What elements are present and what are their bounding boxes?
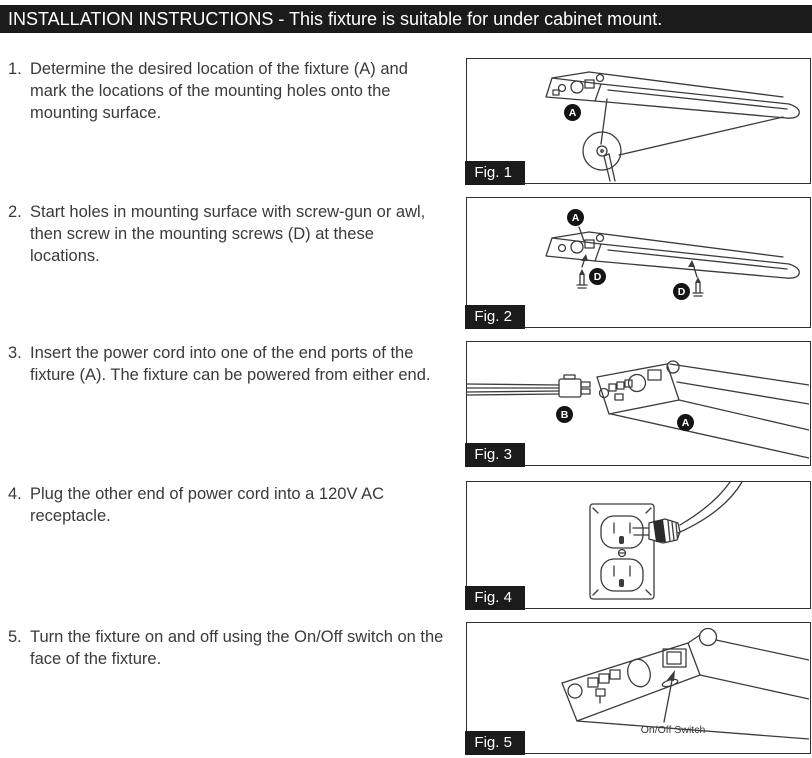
step-5-number: 5.: [8, 628, 22, 646]
step-4-text: Plug the other end of power cord into a 120V AC receptacle.: [30, 485, 385, 525]
step-2-text: Start holes in mounting surface with screw-gun or awl, then screw in the mounting screws (D) at these locations.: [30, 203, 426, 265]
step-3: [8, 342, 460, 386]
figure-5-label: Fig. 5: [465, 731, 525, 755]
callout-d-badge: D: [673, 283, 690, 300]
callout-a-badge: A: [567, 209, 584, 226]
step-4: [8, 483, 460, 527]
onoff-switch-annotation: On/Off Switch: [640, 724, 706, 736]
figure-4-label: Fig. 4: [465, 586, 525, 610]
page-title: INSTALLATION INSTRUCTIONS - This fixture is suitable for under cabinet mount.: [0, 5, 812, 33]
step-2: [8, 201, 460, 267]
step-1: [8, 58, 460, 124]
step-3-number: 3.: [8, 344, 22, 362]
figure-2-label: Fig. 2: [465, 305, 525, 329]
figure-1-label: Fig. 1: [465, 161, 525, 185]
step-2-number: 2.: [8, 203, 22, 221]
callout-d-badge: D: [589, 268, 606, 285]
step-1-number: 1.: [8, 60, 22, 78]
figure-3-label: Fig. 3: [465, 443, 525, 467]
figure-5: [466, 622, 811, 754]
step-3-text: Insert the power cord into one of the end ports of the fixture (A). The fixture can be powered from either end.: [30, 344, 431, 384]
callout-a-badge: A: [564, 104, 581, 121]
step-5: [8, 626, 460, 670]
figure-4: [466, 481, 811, 609]
figure-1: [466, 58, 811, 184]
callout-a-badge: A: [677, 414, 694, 431]
figure-2: [466, 197, 811, 328]
step-4-number: 4.: [8, 485, 22, 503]
callout-b-badge: B: [556, 406, 573, 423]
figure-3: [466, 341, 811, 466]
step-1-text: Determine the desired location of the fixture (A) and mark the locations of the mounting holes onto the mounting surface.: [30, 60, 408, 122]
step-5-text: Turn the fixture on and off using the On/Off switch on the face of the fixture.: [30, 628, 444, 668]
